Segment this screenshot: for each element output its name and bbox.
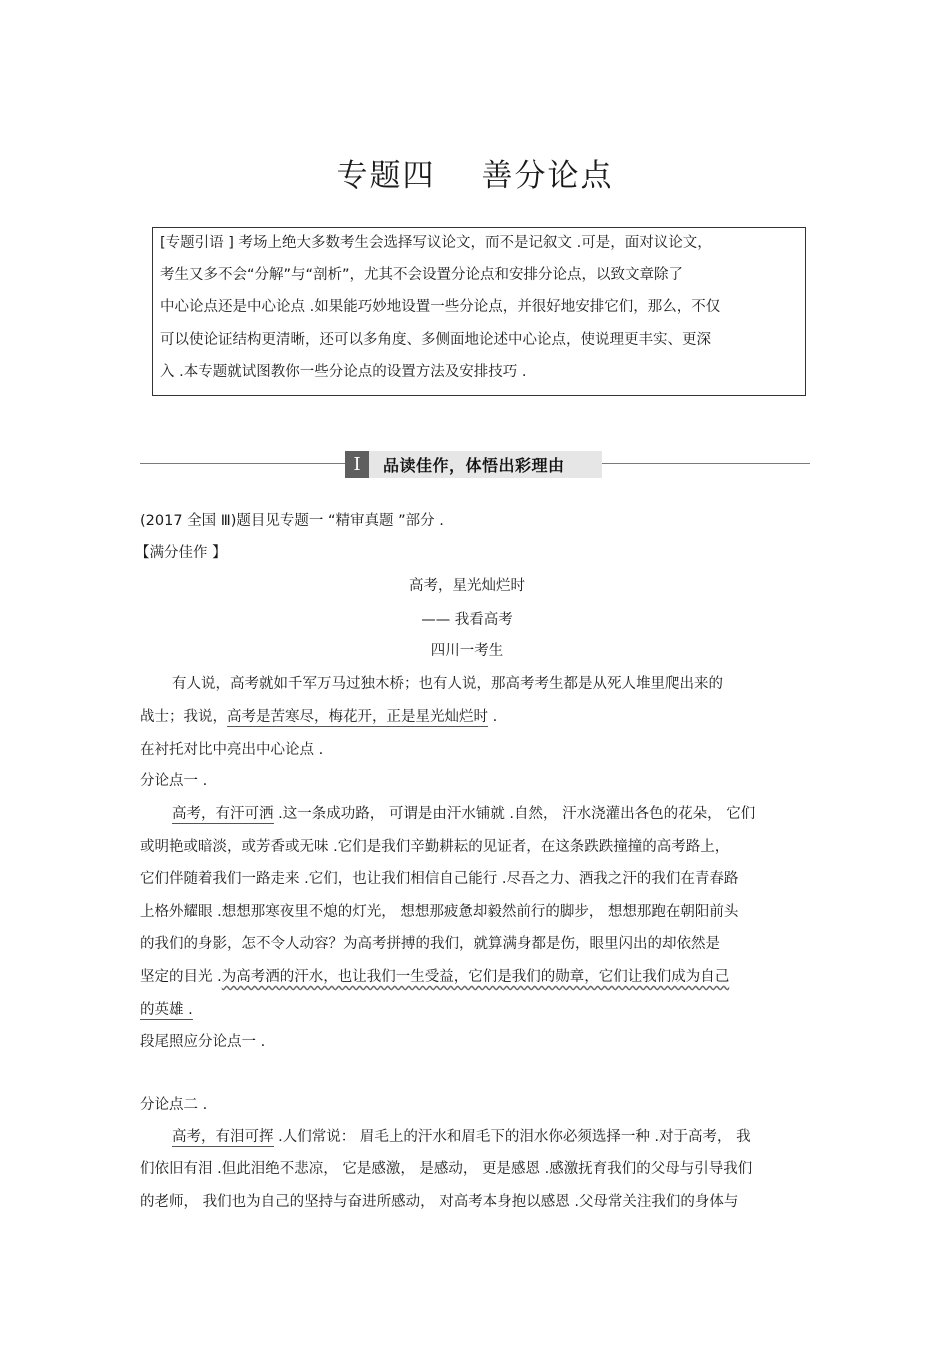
- title-part-2: 善分论点: [481, 158, 614, 194]
- source-line: (2017 全国 Ⅲ)题目见专题一 “精审真题 ”部分 .: [140, 513, 444, 529]
- essay-title: 高考，星光灿烂时: [409, 578, 525, 594]
- intro-line-2: 考生又多不会“分解”与“剖析”，尤其不会设置分论点和安排分论点，以致文章除了: [160, 267, 684, 283]
- p3-line-3: 的老师， 我们也为自己的坚持与奋进所感动， 对高考本身抱以感恩 .父母常关注我们的身体与: [140, 1194, 739, 1210]
- section-header: [345, 451, 602, 478]
- p1-line-1: 有人说，高考就如千军万马过独木桥；也有人说，那高考考生都是从死人堆里爬出来的: [172, 676, 723, 692]
- intro-line-3: 中心论点还是中心论点 .如果能巧妙地设置一些分论点，并很好地安排它们，那么，不仅: [160, 299, 721, 315]
- p1-line-2-tail: .: [488, 709, 498, 725]
- p2-line-6-text: 坚定的目光 .: [140, 969, 222, 985]
- intro-line-4: 可以使论证结构更清晰，还可以多角度、多侧面地论述中心论点，使说理更丰实、更深: [160, 332, 711, 348]
- p2-line-1-text: .这一条成功路， 可谓是由汗水铺就 .自然， 汗水浇灌出各色的花朵， 它们: [273, 806, 756, 822]
- essay-author: 四川一考生: [430, 643, 504, 659]
- essay-subtitle: —— 我看高考: [421, 612, 513, 628]
- intro-line-5: 入 .本专题就试图教你一些分论点的设置方法及安排技巧 .: [160, 364, 527, 380]
- p3-line-1-text: .人们常说： 眉毛上的汗水和眉毛下的泪水你必须选择一种 .对于高考， 我: [273, 1129, 751, 1145]
- wavy-underlined-text: 为高考洒的汗水，也让我们一生受益，它们是我们的勋章，它们让我们成为自己: [221, 969, 730, 985]
- annotation-2: 段尾照应分论点一 .: [140, 1034, 266, 1050]
- intro-line-1: [专题引语 ] 考场上绝大多数考生会选择写议论文，而不是记叙文 .可是，面对议论文，: [160, 235, 712, 251]
- sub-point-1-label: 分论点一 .: [140, 773, 208, 789]
- p2-line-6: [140, 967, 729, 987]
- sub-point-1-underlined: 高考，有汗可洒: [172, 806, 274, 822]
- section-label: 品读佳作，体悟出彩理由: [383, 456, 565, 475]
- page-title: [0, 150, 950, 195]
- p1-line-2: [140, 707, 497, 727]
- p2-line-3: 它们伴随着我们一路走来 .它们，也让我们相信自己能行 .尽吾之力、酒我之汗的我们在青春路: [140, 871, 739, 887]
- p2-line-5: 的我们的身影，怎不令人动容？为高考拼搏的我们，就算满身都是伤，眼里闪出的却依然是: [140, 936, 720, 952]
- p2-line-7-underlined: 的英雄 .: [140, 1002, 193, 1018]
- p1-line-2-text: 战士；我说，: [140, 709, 227, 725]
- p2-line-1: [172, 804, 755, 824]
- thesis-underlined: 高考是苦寒尽，梅花开，正是星光灿烂时: [227, 709, 488, 725]
- p2-line-4: 上格外耀眼 .想想那寒夜里不熄的灯光， 想想那疲惫却毅然前行的脚步， 想想那跑在朝阳前头: [140, 904, 739, 920]
- sub-point-2-underlined: 高考，有泪可挥: [172, 1129, 274, 1145]
- section-number: I: [345, 451, 369, 478]
- essay-tag: 【满分佳作 】: [135, 545, 227, 561]
- sub-point-2-label: 分论点二 .: [140, 1097, 208, 1113]
- title-part-1: 专题四: [336, 158, 436, 194]
- p2-line-2: 或明艳或暗淡，或芳香或无味 .它们是我们辛勤耕耘的见证者，在这条跌跌撞撞的高考路上，: [140, 839, 730, 855]
- p3-line-2: 们依旧有泪 .但此泪绝不悲凉， 它是感激， 是感动， 更是感恩 .感激抚育我们的父母与引导我们: [140, 1161, 753, 1177]
- p3-line-1: [172, 1127, 751, 1147]
- p2-line-7: [140, 1000, 193, 1020]
- annotation-1: 在衬托对比中亮出中心论点 .: [140, 742, 324, 758]
